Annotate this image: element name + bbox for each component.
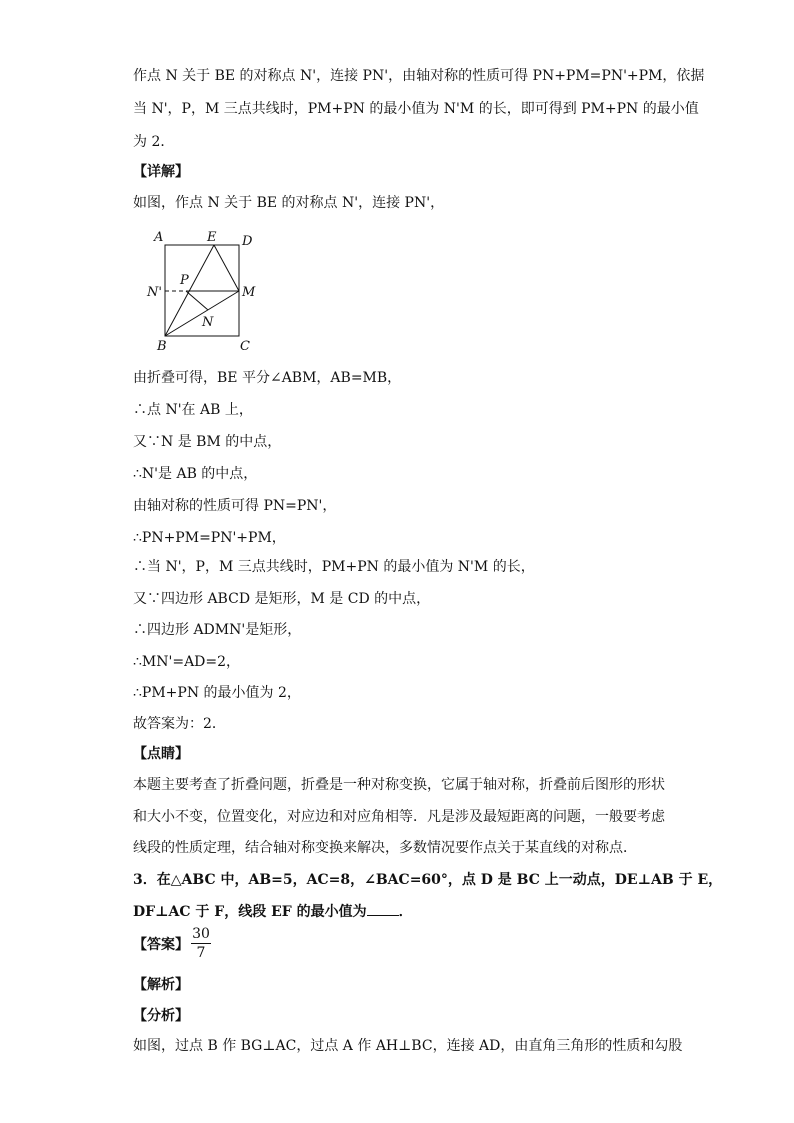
text-line: 由轴对称的性质可得 PN=PN'， — [133, 498, 337, 514]
text-line: 本题主要考查了折叠问题，折叠是一种对称变换，它属于轴对称，折叠前后图形的形状 — [133, 777, 665, 793]
fraction-numerator: 30 — [192, 926, 210, 942]
label-n: N — [202, 315, 214, 330]
label-n-prime: N' — [147, 285, 162, 300]
text-line: 作点 N 关于 BE 的对称点 N'，连接 PN'，由轴对称的性质可得 PN+PM=PN'+PM，依据 — [133, 68, 705, 84]
text-line: 线段的性质定理，结合轴对称变换来解决，多数情况要作点关于某直线的对称点． — [133, 840, 637, 856]
section-heading-detail: 【详解】 — [133, 164, 189, 180]
answer-fraction — [191, 926, 211, 961]
question-3-line-2 — [133, 901, 413, 922]
text-line: 和大小不变，位置变化，对应边和对应角相等．凡是涉及最短距离的问题，一般要考虑 — [133, 809, 665, 825]
label-e: E — [207, 230, 217, 245]
segment-em — [214, 245, 239, 291]
fraction-bar — [191, 943, 211, 944]
text-line: 故答案为：2． — [133, 716, 226, 732]
label-m: M — [242, 285, 256, 300]
text-line: ∴PN+PM=PN'+PM， — [133, 530, 286, 546]
text-line: 当 N'，P，M 三点共线时，PM+PN 的最小值为 N'M 的长，即可得到 PM+PN 的最小值 — [133, 101, 699, 117]
section-heading-analysis: 【解析】 — [133, 977, 189, 993]
text-line: ∴N'是 AB 的中点， — [133, 466, 258, 482]
section-heading-answer: 【答案】 — [133, 937, 189, 953]
text-line: 如图，作点 N 关于 BE 的对称点 N'，连接 PN'， — [133, 195, 445, 211]
label-c: C — [240, 339, 250, 354]
geometry-figure — [140, 226, 270, 356]
answer-blank — [367, 901, 399, 916]
text-line: 又∵N 是 BM 的中点， — [133, 434, 282, 450]
label-d: D — [242, 234, 253, 249]
section-heading-point: 【点睛】 — [133, 746, 189, 762]
text-line: 由折叠可得，BE 平分∠ABM，AB=MB， — [133, 370, 402, 386]
text-line: 又∵四边形 ABCD 是矩形，M 是 CD 的中点， — [133, 591, 431, 607]
fraction-denominator: 7 — [196, 945, 206, 961]
question-3-end: ． — [398, 904, 413, 920]
label-b: B — [157, 339, 167, 354]
text-line: 为 2． — [133, 134, 175, 150]
label-p: P — [180, 273, 189, 288]
text-line: ∴MN'=AD=2， — [133, 654, 241, 670]
text-line: 如图，过点 B 作 BG⊥AC，过点 A 作 AH⊥BC，连接 AD，由直角三角形的性质和勾股 — [133, 1038, 683, 1054]
section-heading-analyze: 【分析】 — [133, 1008, 189, 1024]
text-line: ∴当 N'，P，M 三点共线时，PM+PN 的最小值为 N'M 的长， — [133, 559, 535, 575]
text-line: ∴四边形 ADMN'是矩形， — [133, 622, 302, 638]
text-line: ∴PM+PN 的最小值为 2， — [133, 685, 301, 701]
text-line: ∴点 N'在 AB 上， — [133, 402, 253, 418]
question-3-line-1: 3．在△ABC 中，AB=5，AC=8，∠BAC=60°，点 D 是 BC 上一动点，DE⊥AB 于 E， — [133, 872, 723, 888]
segment-pn — [186, 291, 208, 310]
question-3-text: DF⊥AC 于 F，线段 EF 的最小值为 — [133, 904, 367, 920]
label-a: A — [154, 230, 164, 245]
